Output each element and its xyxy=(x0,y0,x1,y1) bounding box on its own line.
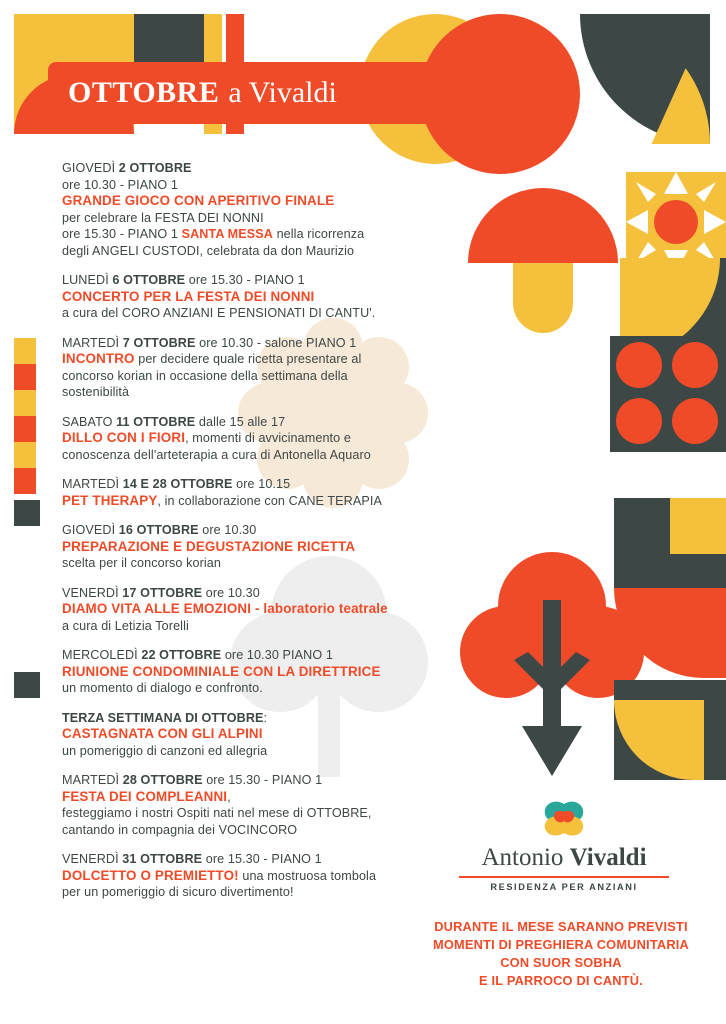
event-text: cantando in compagnia dei VOCINCORO xyxy=(62,822,298,837)
event-line xyxy=(62,414,462,431)
event-text: nella ricorrenza xyxy=(272,227,365,241)
event-line xyxy=(62,226,462,243)
logo-divider xyxy=(459,876,669,878)
event-text: per decidere quale ricetta presentare al xyxy=(134,352,362,366)
event-text: 17 OTTOBRE xyxy=(122,585,203,600)
event-text: DILLO CON I FIORI xyxy=(62,430,186,445)
closing-line-2: MOMENTI DI PREGHIERA COMUNITARIA xyxy=(433,937,689,952)
event-line xyxy=(62,618,462,635)
event-7-ottobre xyxy=(62,335,462,401)
event-text: : xyxy=(263,710,268,725)
event-line xyxy=(62,601,462,618)
brand-mark-icon xyxy=(535,800,593,838)
decor-dot xyxy=(616,342,662,388)
event-14-28-ottobre xyxy=(62,476,462,509)
event-line xyxy=(62,743,462,760)
event-line xyxy=(62,710,462,727)
decor-dots-panel xyxy=(610,336,726,452)
event-line xyxy=(62,822,462,839)
event-line xyxy=(62,384,462,401)
event-text: ore 15.30 - PIANO 1 xyxy=(185,273,305,287)
event-line xyxy=(62,272,462,289)
logo-block xyxy=(424,800,704,892)
event-line xyxy=(62,539,462,556)
event-text: DOLCETTO O PREMIETTO! xyxy=(62,867,239,883)
event-text: , momenti di avvicinamento e xyxy=(185,431,351,445)
event-text: INCONTRO xyxy=(62,351,135,366)
decor-right-dark-block xyxy=(614,498,670,554)
logo-name-last: Vivaldi xyxy=(569,844,647,871)
event-text: MARTEDÌ xyxy=(62,773,123,787)
event-text: degli ANGELI CUSTODI, celebrata da don Maurizio xyxy=(62,243,355,258)
leaf-knot-icon xyxy=(535,800,593,838)
decor-dot xyxy=(672,342,718,388)
event-text: sostenibilità xyxy=(62,385,130,399)
closing-note xyxy=(408,918,714,990)
event-line xyxy=(62,476,462,493)
event-text: 16 OTTOBRE xyxy=(118,523,199,537)
event-text: dalle 15 alle 17 xyxy=(195,414,286,429)
event-28-ottobre xyxy=(62,772,462,838)
event-11-ottobre xyxy=(62,414,462,464)
event-text: SABATO xyxy=(62,414,117,429)
event-line xyxy=(62,160,462,177)
decor-left-strip xyxy=(14,364,36,390)
logo-name-first: Antonio xyxy=(481,844,570,871)
event-text: FESTA DEI COMPLEANNI xyxy=(62,788,228,804)
event-6-ottobre xyxy=(62,272,462,322)
event-text: 6 OTTOBRE xyxy=(112,273,186,287)
event-text: PET THERAPY xyxy=(62,492,158,508)
event-31-ottobre xyxy=(62,851,462,901)
event-line xyxy=(62,789,462,806)
event-line xyxy=(62,447,462,464)
closing-line-4: E IL PARROCO DI CANTÙ. xyxy=(479,973,643,988)
event-line xyxy=(62,680,462,697)
event-line xyxy=(62,430,462,447)
event-text: RIUNIONE CONDOMINIALE CON LA DIRETTRICE xyxy=(62,663,381,679)
decor-dot xyxy=(616,398,662,444)
event-16-ottobre xyxy=(62,522,462,572)
event-line xyxy=(62,851,462,868)
event-text: un pomeriggio di canzoni ed allegria xyxy=(62,743,268,758)
event-text: per un pomeriggio di sicuro divertimento! xyxy=(62,885,294,899)
event-text: scelta per il concorso korian xyxy=(62,556,221,570)
event-text: ore 10.15 xyxy=(232,477,291,491)
event-text: TERZA SETTIMANA DI OTTOBRE xyxy=(62,710,264,725)
event-line xyxy=(62,772,462,789)
page-title xyxy=(48,62,438,124)
event-line xyxy=(62,585,462,602)
event-line xyxy=(62,522,462,539)
event-text: concorso korian in occasione della settimana della xyxy=(62,368,348,383)
event-text: MERCOLEDÌ xyxy=(62,648,142,662)
decor-dot xyxy=(672,398,718,444)
decor-mushroom-stem xyxy=(513,263,573,333)
sun-icon xyxy=(626,172,726,272)
decor-left-strip xyxy=(14,390,36,416)
event-text: ore 15.30 - PIANO 1 xyxy=(202,773,323,787)
event-text: una mostruosa tombola xyxy=(238,868,377,883)
event-line xyxy=(62,210,462,227)
event-text: SANTA MESSA xyxy=(181,227,273,241)
title-month: OTTOBRE xyxy=(68,76,220,109)
event-text: ore 10.30 PIANO 1 xyxy=(221,648,333,662)
event-terza-settimana xyxy=(62,710,462,760)
event-text: ore 10.30 - PIANO 1 xyxy=(62,177,178,192)
event-text: 28 OTTOBRE xyxy=(122,773,203,787)
events-list xyxy=(62,160,462,914)
event-line xyxy=(62,289,462,306)
event-text: GRANDE GIOCO CON APERITIVO FINALE xyxy=(62,193,335,208)
logo-subtitle: RESIDENZA PER ANZIANI xyxy=(490,882,638,892)
event-line xyxy=(62,805,462,822)
decor-left-strip xyxy=(14,338,36,364)
event-text: 31 OTTOBRE xyxy=(122,852,203,866)
event-text: LUNEDÌ xyxy=(62,273,113,287)
closing-line-3: CON SUOR SOBHA xyxy=(500,955,622,970)
event-line xyxy=(62,243,462,260)
decor-top-orange-circle xyxy=(420,14,580,174)
event-text: VENERDÌ xyxy=(62,585,123,600)
decor-sun-square xyxy=(626,172,726,272)
event-2-ottobre xyxy=(62,160,462,259)
event-text: 14 E 28 OTTOBRE xyxy=(122,477,233,491)
event-text: , in collaborazione con CANE TERAPIA xyxy=(157,493,382,508)
event-22-ottobre xyxy=(62,647,462,697)
event-text: 7 OTTOBRE xyxy=(122,335,196,350)
title-place: a Vivaldi xyxy=(228,76,337,109)
event-text: , xyxy=(227,789,231,804)
event-text: GIOVEDÌ xyxy=(62,523,119,537)
event-text: un momento di dialogo e confronto. xyxy=(62,681,263,695)
event-text: CASTAGNATA CON GLI ALPINI xyxy=(62,726,263,741)
event-text: ore 10.30 xyxy=(198,523,257,537)
event-line xyxy=(62,884,462,901)
event-text: ore 15.30 - PIANO 1 xyxy=(62,227,182,241)
event-text: ore 10.30 xyxy=(202,585,260,600)
event-line xyxy=(62,726,462,743)
event-text: a cura del CORO ANZIANI E PENSIONATI DI CANTU'. xyxy=(62,306,376,320)
decor-left-dark-square xyxy=(14,500,40,526)
event-line xyxy=(62,664,462,681)
event-text: 2 OTTOBRE xyxy=(118,161,192,175)
event-line xyxy=(62,305,462,322)
event-text: 11 OTTOBRE xyxy=(116,414,196,429)
event-line xyxy=(62,193,462,210)
event-line xyxy=(62,177,462,194)
logo-name xyxy=(424,844,704,872)
decor-mushroom-cap xyxy=(468,188,618,263)
event-text: ore 10.30 - salone PIANO 1 xyxy=(195,335,357,350)
event-text: VENERDÌ xyxy=(62,852,123,866)
event-text: CONCERTO PER LA FESTA DEI NONNI xyxy=(62,288,315,304)
event-line xyxy=(62,493,462,510)
event-text: DIAMO VITA ALLE EMOZIONI - laboratorio teatrale xyxy=(62,601,388,616)
event-line xyxy=(62,555,462,572)
event-line xyxy=(62,647,462,664)
event-17-ottobre xyxy=(62,585,462,635)
decor-left-dark-square xyxy=(14,672,40,698)
closing-line-1: DURANTE IL MESE SARANNO PREVISTI xyxy=(434,919,688,934)
decor-left-strip xyxy=(14,416,36,442)
event-text: ore 15.30 - PIANO 1 xyxy=(202,852,322,866)
event-line xyxy=(62,335,462,352)
decor-left-strip xyxy=(14,468,36,494)
event-text: festeggiamo i nostri Ospiti nati nel mese di OTTOBRE, xyxy=(62,806,372,820)
decor-left-strip xyxy=(14,442,36,468)
event-text: PREPARAZIONE E DEGUSTAZIONE RICETTA xyxy=(62,538,356,554)
event-text: per celebrare la FESTA DEI NONNI xyxy=(62,210,264,225)
event-line xyxy=(62,368,462,385)
event-line xyxy=(62,351,462,368)
event-text: MARTEDÌ xyxy=(62,335,123,350)
event-text: MARTEDÌ xyxy=(62,477,123,491)
event-text: a cura di Letizia Torelli xyxy=(62,618,189,633)
event-text: GIOVEDÌ xyxy=(62,161,119,175)
event-line xyxy=(62,868,462,885)
event-text: 22 OTTOBRE xyxy=(141,648,222,662)
event-text: conoscenza dell'arteterapia a cura di Antonella Aquaro xyxy=(62,447,371,462)
